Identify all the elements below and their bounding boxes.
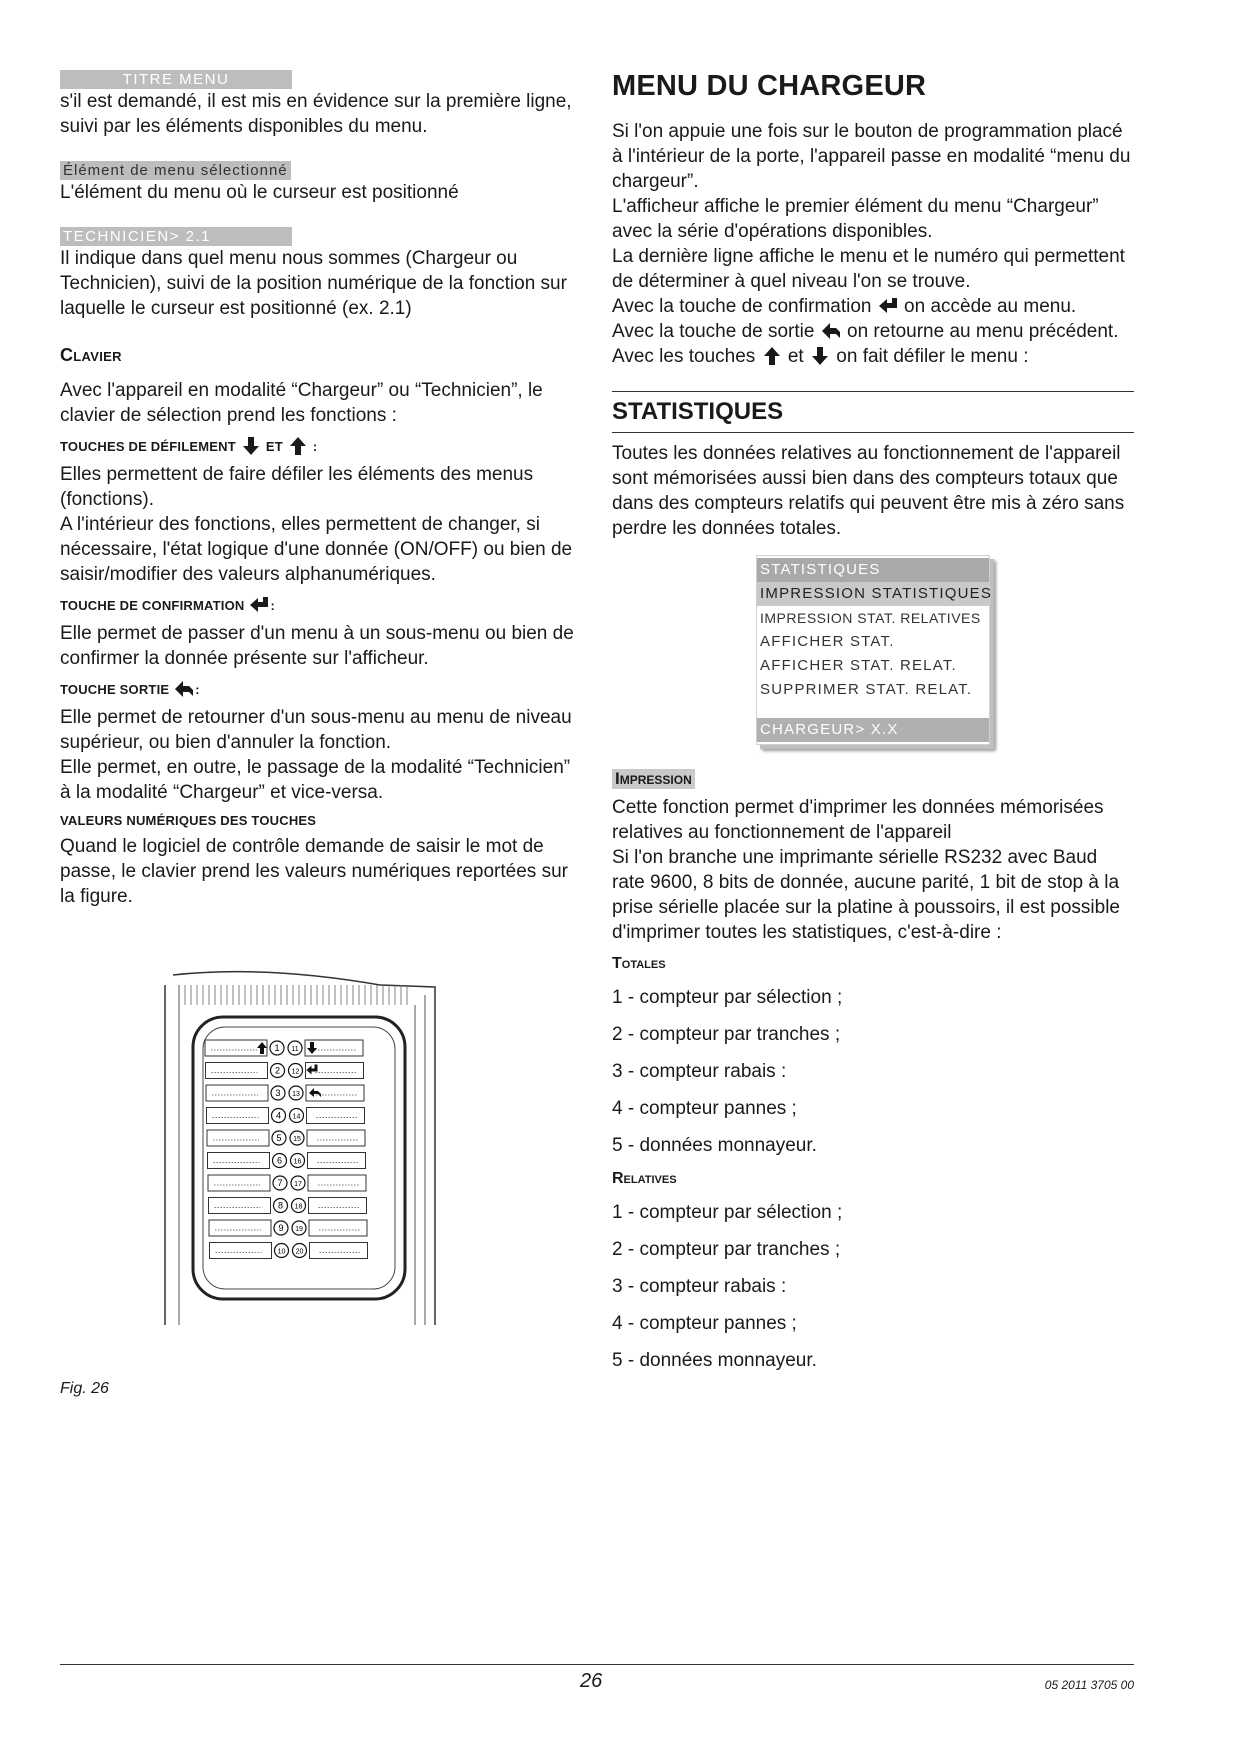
paragraph-impression-2: Si l'on branche une imprimante sérielle RS232 avec Baud rate 9600, 8 bits de donnée, aucune parité, 1 bit de stop à la prise sérielle placée sur la platine à poussoirs, il est possible d'imprimer toutes les statistiques, c'est-à-dire : — [612, 847, 1120, 943]
paragraph-intro-4-b: on accède au menu. — [904, 296, 1077, 317]
keypad-button-number: 10 — [277, 1248, 286, 1256]
selection-label-strip — [308, 1153, 366, 1169]
paragraph-intro-4-a: Avec la touche de confirmation — [612, 296, 872, 317]
exit-arrow-icon — [173, 679, 195, 699]
heading-defilement-and: ET — [265, 438, 283, 454]
paragraph-intro-6-a: Avec les touches — [612, 346, 756, 367]
list-item: 2 - compteur par tranches ; — [612, 1239, 841, 1260]
selection-label-strip — [207, 1108, 269, 1124]
keypad-button-number: 14 — [292, 1113, 301, 1121]
selection-label-strip — [209, 1198, 271, 1214]
keypad-button-number: 8 — [277, 1200, 284, 1211]
lcd-menu-item: SUPPRIMER STAT. RELAT. — [760, 681, 973, 698]
left-column — [60, 70, 580, 909]
enter-icon — [877, 296, 899, 316]
list-item: 1 - compteur par sélection ; — [612, 987, 843, 1008]
selection-label-strip — [307, 1108, 365, 1124]
paragraph-technicien: Il indique dans quel menu nous sommes (Chargeur ou Technicien), suivi de la position numérique de la fonction sur laquelle le curseur est positionné (ex. 2.1) — [60, 248, 567, 319]
lcd-menu-footer: CHARGEUR> X.X — [757, 718, 989, 742]
heading-defilement-colon: : — [312, 438, 318, 454]
keypad-drawing — [145, 965, 455, 1325]
selection-label-strip — [307, 1130, 365, 1146]
paragraph-intro-1: Si l'on appuie une fois sur le bouton de programmation placé à l'intérieur de la porte, l'appareil passe en modalité “menu du chargeur”. — [612, 121, 1131, 192]
arrow-down-icon — [809, 346, 831, 366]
arrow-up-icon — [287, 436, 309, 456]
highlight-title-menu: TITRE MENU — [60, 70, 292, 89]
heading-menu-chargeur: MENU DU CHARGEUR — [612, 70, 927, 102]
keypad-button-number: 5 — [276, 1133, 282, 1143]
list-item: 5 - données monnayeur. — [612, 1135, 817, 1156]
selection-label-strip — [308, 1175, 366, 1191]
list-totales — [612, 985, 1134, 1158]
figure-caption: Fig. 26 — [60, 1380, 109, 1397]
paragraph-intro-3: La dernière ligne affiche le menu et le numéro qui permettent de déterminer à quel niveau l'on se trouve. — [612, 246, 1125, 292]
keypad-button-number: 18 — [294, 1203, 303, 1211]
selection-label-strip — [208, 1175, 270, 1191]
paragraph-clavier: Avec l'appareil en modalité “Chargeur” ou “Technicien”, le clavier de sélection prend les fonctions : — [60, 380, 543, 426]
list-item: 4 - compteur pannes ; — [612, 1098, 797, 1119]
paragraph-impression-1: Cette fonction permet d'imprimer les données mémorisées relatives au fonctionnement de l'appareil — [612, 797, 1104, 843]
keypad-button-number: 3 — [275, 1088, 281, 1098]
heading-totales: Totales — [612, 955, 666, 972]
keypad-button-number: 11 — [291, 1046, 299, 1053]
heading-confirmation — [60, 595, 580, 615]
keypad-button-number: 17 — [294, 1181, 302, 1188]
lcd-menu-title: STATISTIQUES — [757, 558, 989, 582]
page-number: 26 — [580, 1670, 603, 1692]
paragraph-intro-5 — [612, 319, 1134, 344]
keypad-button-number: 16 — [293, 1158, 302, 1166]
selection-label-strip — [206, 1063, 268, 1079]
selection-label-strip — [209, 1220, 271, 1236]
selection-label-strip — [210, 1243, 272, 1259]
exit-arrow-icon — [820, 321, 842, 341]
paragraph-intro-4 — [612, 294, 1134, 319]
keypad-button-number: 2 — [274, 1065, 281, 1076]
selection-label-strip — [309, 1220, 367, 1236]
keypad-button-number: 20 — [295, 1248, 304, 1256]
list-item: 2 - compteur par tranches ; — [612, 1024, 841, 1045]
heading-defilement — [60, 436, 580, 456]
keypad-button-number: 19 — [295, 1226, 303, 1233]
keypad-button-number: 1 — [274, 1043, 280, 1053]
paragraph-intro-6-b: et — [787, 346, 804, 367]
heading-sortie-text: TOUCHE SORTIE — [60, 681, 170, 697]
heading-statistiques: STATISTIQUES — [612, 391, 1134, 433]
heading-clavier: Clavier — [60, 345, 122, 365]
selection-label-strip — [206, 1085, 268, 1101]
list-item: 3 - compteur rabais : — [612, 1061, 787, 1082]
paragraph-defilement-2: A l'intérieur des fonctions, elles permettent de changer, si nécessaire, l'état logique d'une donnée (ON/OFF) ou bien de saisir/modifier des valeurs alphanumériques. — [60, 514, 573, 585]
paragraph-selected-item: L'élément du menu où le curseur est positionné — [60, 182, 459, 203]
heading-confirmation-text: TOUCHE DE CONFIRMATION — [60, 597, 245, 613]
lcd-menu-selected-item: IMPRESSION STATISTIQUES — [757, 582, 989, 606]
heading-confirmation-colon: : — [270, 597, 276, 613]
highlight-technicien: TECHNICIEN> 2.1 — [60, 227, 292, 246]
heading-relatives: Relatives — [612, 1170, 677, 1187]
lcd-menu-display — [756, 555, 993, 745]
list-item: 4 - compteur pannes ; — [612, 1313, 797, 1334]
paragraph-title-menu: s'il est demandé, il est mis en évidence sur la première ligne, suivi par les éléments disponibles du menu. — [60, 91, 572, 137]
paragraph-intro-2: L'afficheur affiche le premier élément du menu “Chargeur” avec la série d'opérations disponibles. — [612, 196, 1099, 242]
keypad-button-number: 7 — [277, 1178, 283, 1188]
document-code: 05 2011 3705 00 — [1044, 1678, 1134, 1692]
enter-icon — [248, 595, 270, 615]
list-item: 3 - compteur rabais : — [612, 1276, 787, 1297]
paragraph-intro-6 — [612, 344, 1134, 369]
selection-label-strip — [208, 1153, 270, 1169]
paragraph-statistiques: Toutes les données relatives au fonctionnement de l'appareil sont mémorisées aussi bien dans des compteurs totaux que dans des compteurs relatifs qui peuvent être mis à zéro sans perdre les données totales. — [612, 443, 1125, 539]
selection-label-strip — [309, 1198, 367, 1214]
paragraph-confirmation: Elle permet de passer d'un menu à un sous-menu ou bien de confirmer la donnée présente sur l'afficheur. — [60, 623, 574, 669]
arrow-down-icon — [240, 436, 262, 456]
keypad-button-number: 12 — [291, 1068, 300, 1076]
lcd-menu-item: AFFICHER STAT. RELAT. — [760, 657, 957, 674]
lcd-menu-item: AFFICHER STAT. — [760, 633, 895, 650]
heading-valeurs: VALEURS NUMÉRIQUES DES TOUCHES — [60, 813, 317, 828]
paragraph-defilement-1: Elles permettent de faire défiler les éléments des menus (fonctions). — [60, 464, 534, 510]
footer-rule — [60, 1664, 1134, 1665]
paragraph-sortie-2: Elle permet, en outre, le passage de la modalité “Technicien” à la modalité “Chargeur” et vice-versa. — [60, 757, 571, 803]
right-column — [612, 70, 1134, 1385]
arrow-up-icon — [761, 346, 783, 366]
paragraph-intro-5-b: on retourne au menu précédent. — [847, 321, 1119, 342]
paragraph-intro-5-a: Avec la touche de sortie — [612, 321, 815, 342]
paragraph-valeurs: Quand le logiciel de contrôle demande de saisir le mot de passe, le clavier prend les valeurs numériques reportées sur la figure. — [60, 836, 568, 907]
list-item: 5 - données monnayeur. — [612, 1350, 817, 1371]
heading-defilement-text: TOUCHES DE DÉFILEMENT — [60, 438, 236, 454]
keypad-button-number: 4 — [275, 1110, 282, 1121]
keypad-button-number: 9 — [278, 1223, 284, 1233]
lcd-menu-item: IMPRESSION STAT. RELATIVES — [760, 610, 981, 626]
keypad-button-number: 13 — [292, 1091, 300, 1098]
heading-sortie — [60, 679, 580, 699]
paragraph-sortie-1: Elle permet de retourner d'un sous-menu au menu de niveau supérieur, ou bien d'annuler la fonction. — [60, 707, 572, 753]
list-relatives — [612, 1200, 1134, 1373]
keypad-button-number: 15 — [293, 1136, 301, 1143]
selection-label-strip — [207, 1130, 269, 1146]
paragraph-intro-6-c: on fait défiler le menu : — [836, 346, 1029, 367]
keypad-figure — [145, 965, 455, 1325]
list-item: 1 - compteur par sélection ; — [612, 1202, 843, 1223]
highlight-selected-item: Élément de menu sélectionné — [60, 161, 291, 180]
selection-label-strip — [310, 1243, 368, 1259]
keypad-button-number: 6 — [276, 1155, 283, 1166]
heading-sortie-colon: : — [195, 681, 200, 697]
heading-impression: Impression — [612, 769, 695, 789]
